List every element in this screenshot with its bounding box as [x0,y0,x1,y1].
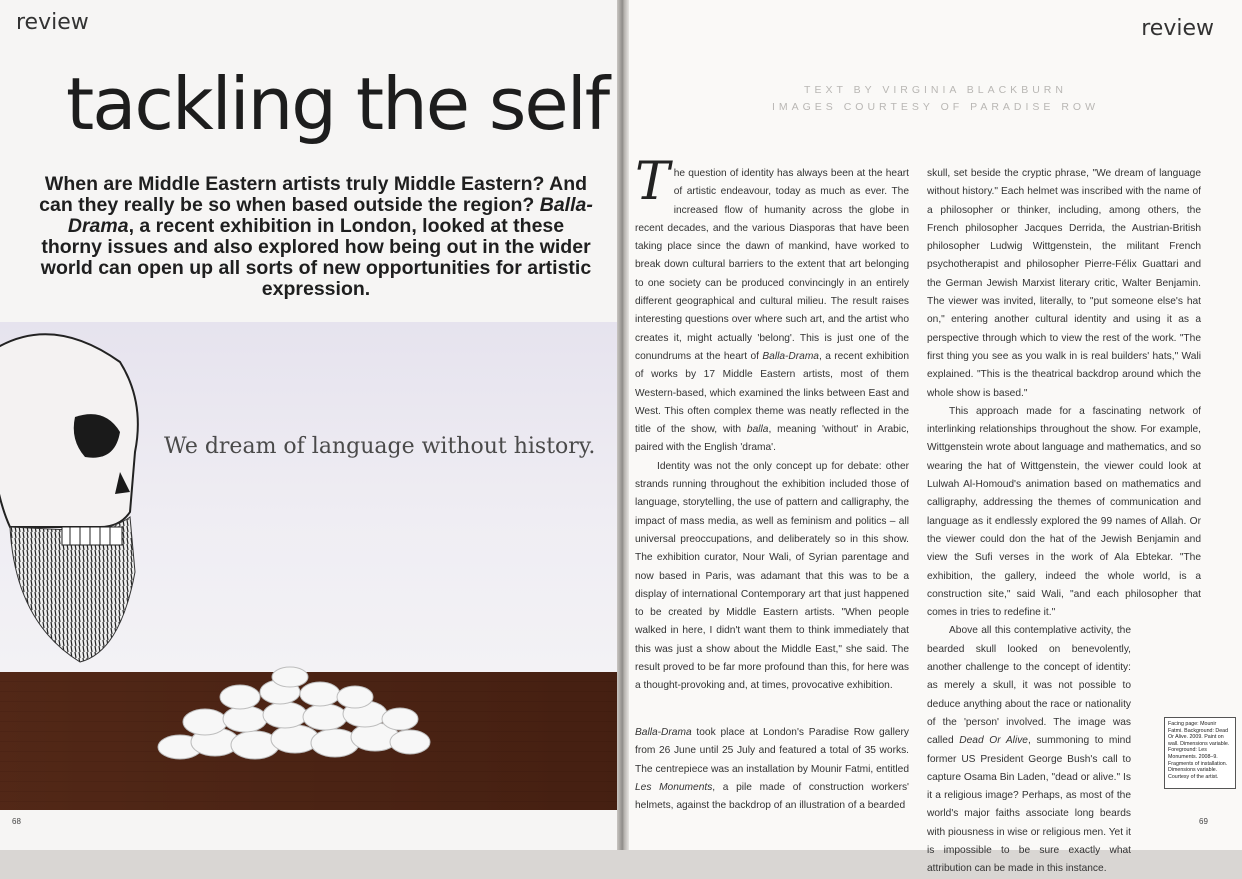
wall-inscription: We dream of language without history. [164,434,596,459]
standfirst-part1: When are Middle Eastern artists truly Middle Eastern? And can they really be so when based outside the region? [39,173,588,216]
standfirst-part2: , a recent exhibition in London, looked at these thorny issues and also explored how being out in the wider world can open up all sorts of new opportunities for artistic expression. [40,215,592,300]
paragraph: Identity was not the only concept up for debate: other strands running throughout the exhibition included those of language, storytelling, the use of pattern and calligraphy, the impact of mass media, as well as feminism and politics – all universal preoccupations, and deliberately so in this show. The exhibition curator, Nour Wali, of Syrian parentage and now based in Paris, was adamant that this was to be a display of international Contemporary art that just happened to be created by Middle Eastern artists. "When people walked in here, I didn't want them to think immediately that this was just a show about the Middle East," she said. The result proved to be far more profound than this, for here was a thought-provoking and, at times, provocative exhibition. [635,460,909,692]
paragraph-text: Above all this contemplative activity, the bearded skull looked on benevolently, another challenge to the concept of identity: as merely a skull, it was not possible to deduce anything about the race or nationality of the 'person' involved. The image was called [927,625,1131,747]
paragraph [927,622,1201,878]
paragraph [635,724,909,815]
standfirst-exhibition-title: Balla-Drama [67,194,593,237]
article-column-1 [635,152,909,815]
right-page [629,0,1242,875]
standfirst [36,174,596,300]
installation-photo [0,322,617,810]
helmet-pile [150,667,450,767]
article-column-2 [927,165,1201,879]
italic-title: Dead Or Alive [959,735,1028,747]
paragraph-text: , a pile made of construction workers' helmets, against the backdrop of an illustration of a bearded [635,781,909,812]
paragraph: This approach made for a fascinating network of interlinking relationships throughout the show. For example, Wittgenstein wrote about language and mathematics, and so wearing the hat of Wittgenstein, the viewer could look at Lulwah Al-Homoud's animation based on mathematics and calligraphy, addressing the themes of communication and language as it endlessly explored the 99 names of Allah. Or the viewer could don the hat of the Jewish Benjamin and view the Sufi verses in the work of Ala Ebtekar. "The exhibition, the gallery, indeed the whole world, is a construction site," said Wali, "and each philosopher that comes in tries to redefine it." [927,405,1201,619]
section-label: review [16,10,89,35]
drop-cap: T [635,152,670,212]
paragraph-text: , meaning 'without' in Arabic, paired with the English 'drama'. [635,424,909,454]
image-credit: IMAGES COURTESY OF PARADISE ROW [771,101,1100,113]
paragraph-text: , summoning to mind former US President George Bush's call to capture Osama Bin Laden, "dead or alive." Is it a religious image? Perhaps, as most of the world's major faiths associate long beards with piousness in wise or religious men. Yet it is impossible to be sure exactly what attribution can be made in this instance. [927,735,1131,875]
italic-word: balla [746,424,769,436]
book-gutter [617,0,629,850]
left-page [0,0,617,850]
paragraph-text: , a recent exhibition of works by 17 Middle Eastern artists, most of them Western-based, which examined the links between East and West. This often complex theme was neatly reflected in the title of the show, with [635,350,909,436]
page-number: 69 [1199,817,1208,826]
italic-title: Balla-Drama [635,726,692,738]
bearded-skull-illustration [0,322,150,672]
faint-subhead [635,702,909,720]
paragraph-text: he question of identity has always been at the heart of artistic endeavour, today as much as ever. The increased flow of humanity across the globe in recent decades, and the various Diasporas that have been taking place since the dawn of mankind, have worked to break down cultural barriers to the extent that art belonging to one society can be produced convincingly in an entirely different geographical and cultural milieu. The result raises interesting questions over where such art, and the artist who creates it, might actually 'belong'. This is just one of the conundrums at the heart of [635,168,909,362]
paragraph [635,152,909,458]
italic-title: Les Monuments [635,781,713,793]
paragraph: skull, set beside the cryptic phrase, "We dream of language without history." Each helmet was inscribed with the name of a philosopher or thinker, including, among others, the French philosopher Jacques Derrida, the Austrian-British philosopher Ludwig Wittgenstein, the militant French psychotherapist and philosopher Pierre-Félix Guattari and the German Jewish Marxist literary critic, Walter Benjamin. The viewer was invited, literally, to "put someone else's hat on," entering another cultural identity and using it as a perspective through which to view the rest of the work. "The first thing you see as you walk in is real builders' hats," Wali explained. "This is the theatrical backdrop around which the whole show is based." [927,168,1201,399]
author-credit: TEXT BY VIRGINIA BLACKBURN [804,84,1067,96]
article-title: tackling the self [66,62,609,146]
section-label: review [1141,16,1214,41]
page-number: 68 [12,817,21,826]
italic-title: Balla-Drama [762,350,819,362]
paragraph-text: took place at London's Paradise Row gallery from 26 June until 25 July and featured a total of 35 works. The centrepiece was an installation by Mounir Fatmi, entitled [635,726,909,775]
image-caption: Facing page: Mounir Fatmi. Background: Dead Or Alive. 2009. Paint on wall. Dimensions variable. Foreground: Les Monuments. 2008–9. Fragments of installation. Dimensions variable. Courtesy of the artist. [1164,717,1236,789]
